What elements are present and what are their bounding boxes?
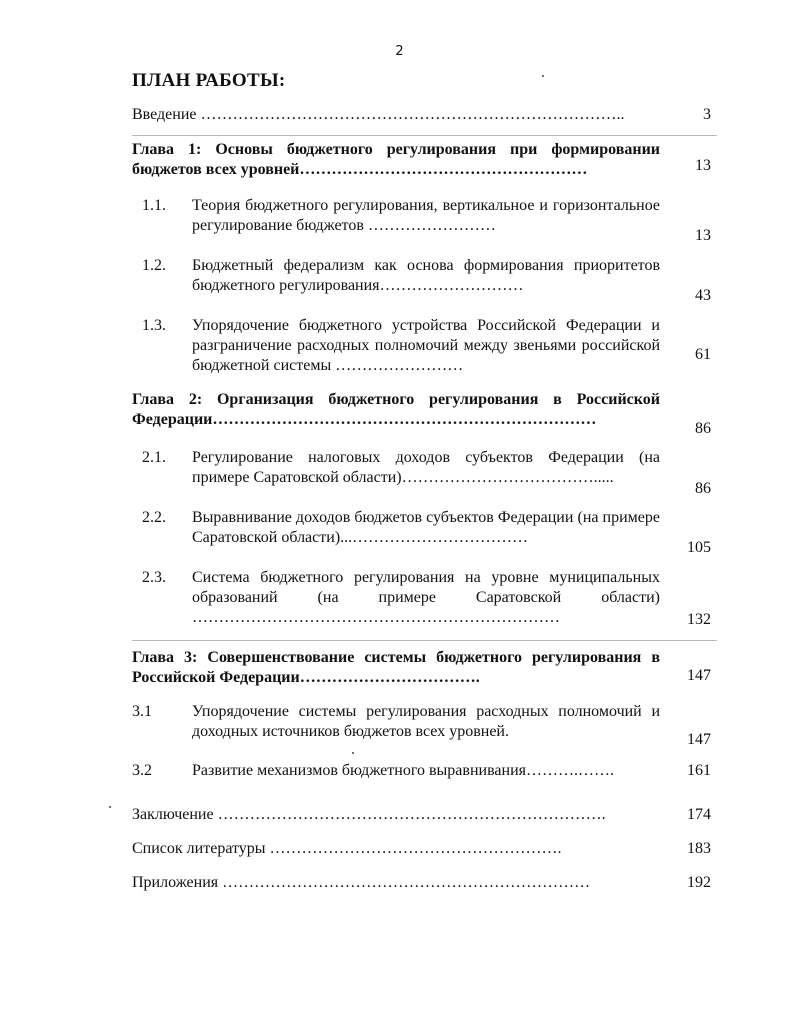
toc-section-text: Теория бюджетного регулирования, вертикальное и горизонтальное регулирование бюджетов ……………………	[192, 197, 660, 234]
toc-entry-text: Список литературы ……………………………………………….	[132, 840, 562, 857]
toc-entry-text: Заключение ……………………………………………………………….	[132, 806, 606, 823]
toc-chapter-text: Глава 1: Основы бюджетного регулирования при формировании бюджетов всех уровней………………………………………………	[132, 141, 660, 178]
toc-page-number: 192	[687, 874, 711, 891]
toc-page-number: 86	[695, 420, 711, 437]
toc-page-number: 43	[695, 287, 711, 304]
toc-page-number: 86	[695, 480, 711, 497]
toc-page-number: 147	[687, 731, 711, 748]
plan-title: ПЛАН РАБОТЫ:	[132, 70, 286, 91]
toc-page-number: 13	[695, 227, 711, 244]
page-number: 2	[395, 44, 404, 59]
scan-speck	[542, 75, 544, 77]
toc-section-text: Бюджетный федерализм как основа формирования приоритетов бюджетного регулирования………………………	[192, 257, 660, 294]
scan-speck	[109, 806, 111, 808]
toc-page-number: 132	[687, 611, 711, 628]
toc-page-number: 161	[687, 762, 711, 779]
toc-section-text: Упорядочение бюджетного устройства Российской Федерации и разграничение расходных полномочий между звеньями российской бюджетной системы ……………………	[192, 317, 660, 374]
toc-section-number: 2.2.	[142, 509, 166, 526]
toc-section-text: Упорядочение системы регулирования расходных полномочий и доходных источников бюджетов всех уровней.	[192, 703, 660, 740]
toc-page-number: 147	[687, 667, 711, 684]
toc-section-number: 3.2	[132, 762, 152, 779]
toc-page-number: 174	[687, 806, 711, 823]
toc-entry-text: Введение ……………………………………………………………………..	[132, 106, 625, 123]
toc-section-number: 1.2.	[142, 257, 166, 274]
scan-speck	[352, 752, 354, 754]
toc-section-number: 3.1	[132, 703, 152, 720]
separator-line	[132, 640, 717, 641]
toc-section-text: Регулирование налоговых доходов субъектов Федерации (на примере Саратовской области)……………………………….....	[192, 449, 660, 486]
toc-page-number: 3	[703, 106, 711, 123]
toc-section-text: Развитие механизмов бюджетного выравнивания……….…….	[192, 762, 614, 779]
toc-page-number: 183	[687, 840, 711, 857]
separator-line	[132, 135, 717, 136]
toc-chapter-text: Глава 2: Организация бюджетного регулирования в Российской Федерации………………………………………………………………	[132, 391, 660, 428]
toc-section-number: 1.3.	[142, 317, 166, 334]
toc-section-text: Выравнивание доходов бюджетов субъектов Федерации (на примере Саратовской области)...……………………………	[192, 509, 660, 546]
toc-section-text: Система бюджетного регулирования на уровне муниципальных образований (на примере Саратовской области) ……………………………………………………………	[192, 569, 660, 626]
toc-section-number: 2.3.	[142, 569, 166, 586]
toc-section-number: 2.1.	[142, 449, 166, 466]
toc-section-number: 1.1.	[142, 197, 166, 214]
toc-entry-text: Приложения ……………………………………………………………	[132, 874, 591, 891]
toc-page-number: 13	[695, 157, 711, 174]
toc-chapter-text: Глава 3: Совершенствование системы бюджетного регулирования в Российской Федерации…………………………….	[132, 649, 660, 686]
toc-page-number: 105	[687, 539, 711, 556]
toc-page-number: 61	[695, 346, 711, 363]
